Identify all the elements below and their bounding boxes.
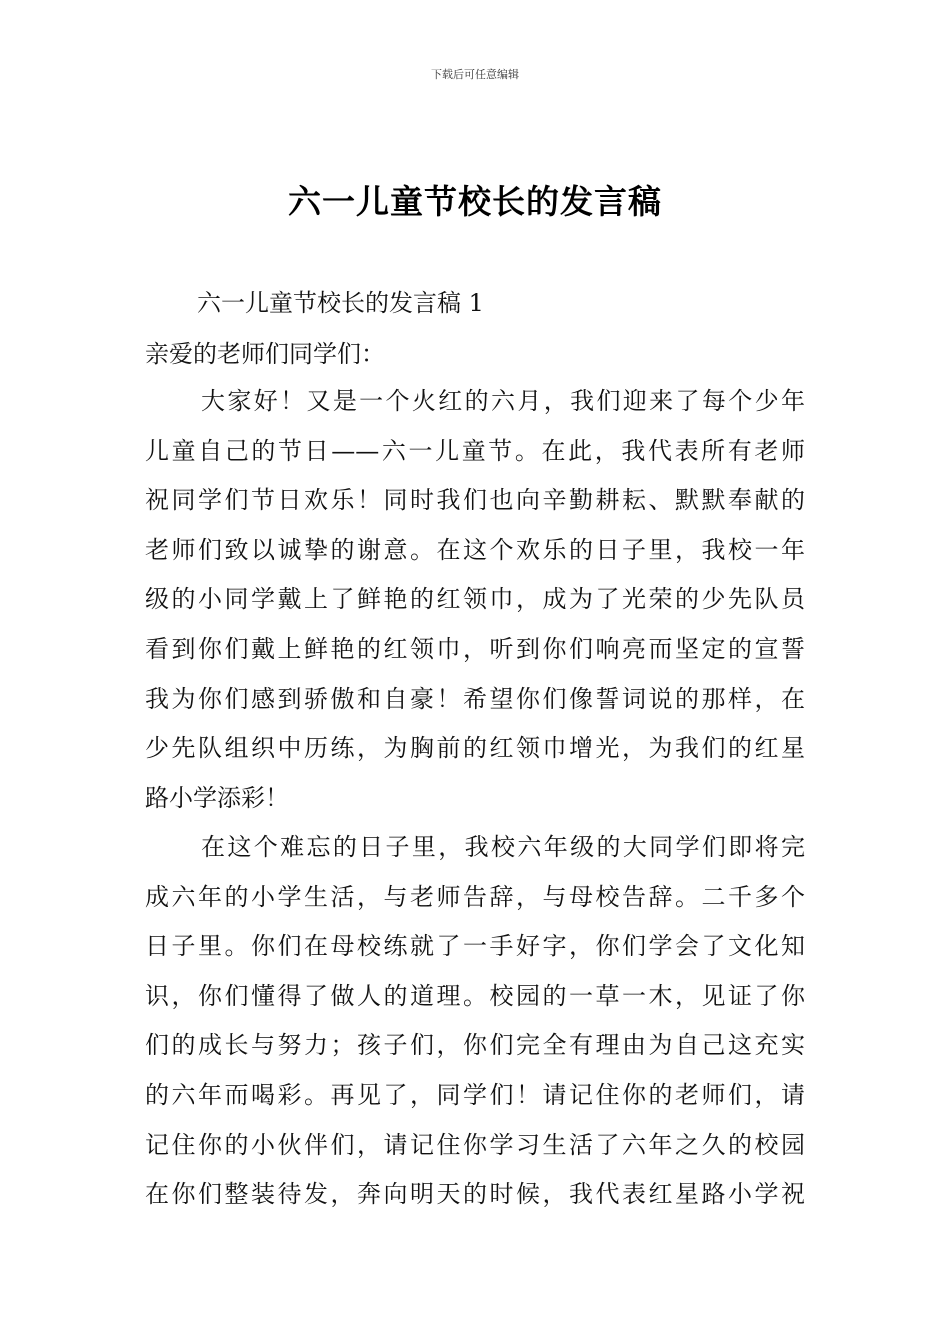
paragraph-line: 在这个难忘的日子里，我校六年级的大同学们即将完 — [201, 833, 805, 861]
document-title: 六一儿童节校长的发言稿 — [288, 182, 662, 221]
greeting-line: 亲爱的老师们同学们： — [145, 340, 385, 368]
paragraph-line: 祝同学们节日欢乐！同时我们也向辛勤耕耘、默默奉献的 — [145, 486, 805, 515]
paragraph-line: 成六年的小学生活，与老师告辞，与母校告辞。二千多个 — [145, 882, 805, 911]
paragraph-line: 老师们致以诚挚的谢意。在这个欢乐的日子里，我校一年 — [145, 535, 805, 564]
paragraph-line: 日子里。你们在母校练就了一手好字，你们学会了文化知 — [145, 932, 805, 961]
paragraph-line: 看到你们戴上鲜艳的红领巾，听到你们响亮而坚定的宣誓 — [145, 634, 805, 663]
paragraph-line: 在你们整装待发，奔向明天的时候，我代表红星路小学祝 — [145, 1180, 805, 1209]
paragraph-line: 大家好！又是一个火红的六月，我们迎来了每个少年 — [201, 387, 805, 415]
paragraph-line: 儿童自己的节日——六一儿童节。在此，我代表所有老师 — [145, 436, 805, 465]
header-note: 下载后可任意编辑 — [431, 68, 519, 81]
paragraph-line: 路小学添彩！ — [145, 783, 289, 812]
section-subtitle: 六一儿童节校长的发言稿 1 — [197, 289, 484, 317]
paragraph-line: 级的小同学戴上了鲜艳的红领巾，成为了光荣的少先队员 — [145, 585, 805, 614]
paragraph-2 — [145, 823, 805, 1220]
paragraph-line: 的六年而喝彩。再见了，同学们！请记住你的老师们，请 — [145, 1080, 805, 1109]
paragraph-line: 少先队组织中历练，为胸前的红领巾增光，为我们的红星 — [145, 734, 805, 763]
paragraph-line: 识，你们懂得了做人的道理。校园的一草一木，见证了你 — [145, 981, 805, 1010]
paragraph-line: 我为你们感到骄傲和自豪！希望你们像誓词说的那样，在 — [145, 684, 805, 713]
paragraph-1 — [145, 377, 805, 823]
paragraph-line: 记住你的小伙伴们，请记住你学习生活了六年之久的校园 — [145, 1130, 805, 1159]
paragraph-line: 们的成长与努力；孩子们，你们完全有理由为自己这充实 — [145, 1031, 805, 1060]
